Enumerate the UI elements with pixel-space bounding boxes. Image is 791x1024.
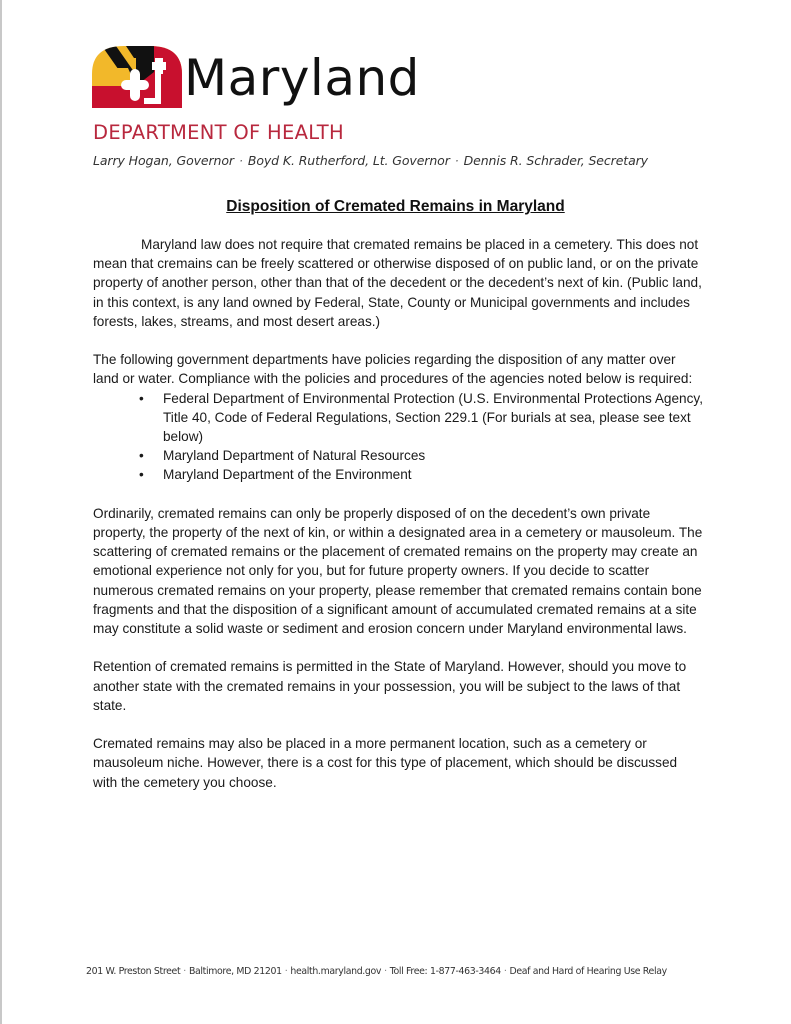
- bullet-icon: •: [139, 390, 144, 406]
- paragraph-private-property: Ordinarily, cremated remains can only be properly disposed of on the decedent’s own private property, the property of the next of kin, or within a designated area in a cemetery or mausoleum. The scattering of cremated remains or the placement of cremated remains on the property may create an emotional experience not only for you, but for future property owners. If you decide to scatter numerous cremated remains on your property, please remember that cremated remains contain bone fragments and that the disposition of a significant amount of accumulated cremated remains at a site may constitute a solid waste or sediment and erosion concern under Maryland environmental laws.: [93, 505, 703, 637]
- separator: ·: [284, 966, 288, 977]
- official-governor: Larry Hogan, Governor: [93, 153, 234, 168]
- official-lt-governor: Boyd K. Rutherford, Lt. Governor: [247, 153, 450, 168]
- page-edge: [0, 0, 2, 1024]
- officials-line: [93, 153, 693, 169]
- separator: ·: [503, 966, 507, 977]
- department-name: DEPARTMENT OF HEALTH: [93, 121, 344, 144]
- footer-city: Baltimore, MD 21201: [188, 966, 282, 977]
- paragraph-retention: Retention of cremated remains is permitted in the State of Maryland. However, should you move to another state with the cremated remains in your possession, you will be subject to the laws of that state.: [93, 659, 687, 713]
- paragraph-agencies-intro: The following government departments have policies regarding the disposition of any matter over land or water. Compliance with the policies and procedures of the agencies noted below is required:: [93, 352, 693, 387]
- maryland-flag-icon: [92, 46, 182, 108]
- separator: ·: [454, 153, 459, 168]
- logo-wordmark: Maryland: [184, 49, 420, 107]
- footer-website-link[interactable]: health.maryland.gov: [290, 966, 382, 977]
- footer-address: 201 W. Preston Street: [86, 966, 181, 977]
- separator: ·: [238, 153, 243, 168]
- paragraph-permanent-location: Cremated remains may also be placed in a more permanent location, such as a cemetery or mausoleum niche. However, there is a cost for this type of placement, which should be discussed with the cemetery you choose.: [93, 736, 678, 790]
- agency-list-item: • Federal Department of Environmental Protection (U.S. Environmental Protections Agency, Title 40, Code of Federal Regulations, Section 229.1 (For burials at sea, please see text below): [139, 390, 703, 445]
- bullet-icon: •: [139, 448, 144, 464]
- footer-relay: Deaf and Hard of Hearing Use Relay: [509, 966, 667, 977]
- footer-contact: [86, 966, 706, 978]
- agency-list-item: • Maryland Department of Natural Resources: [163, 446, 705, 465]
- separator: ·: [384, 966, 387, 977]
- footer-toll-free: Toll Free: 1-877-463-3464: [389, 966, 501, 977]
- agency-list: [93, 389, 705, 485]
- document-title: Disposition of Cremated Remains in Maryland: [226, 198, 565, 215]
- agency-list-item: • Maryland Department of the Environment: [163, 465, 705, 484]
- maryland-health-logo: [92, 46, 452, 116]
- bullet-icon: •: [139, 467, 144, 483]
- official-secretary: Dennis R. Schrader, Secretary: [463, 153, 648, 168]
- document-body: [93, 235, 705, 811]
- separator: ·: [183, 966, 186, 977]
- paragraph-public-land: Maryland law does not require that cremated remains be placed in a cemetery. This does not mean that cremains can be freely scattered or otherwise disposed of on public land, or on the private property of another person, other than that of the decedent or the decedent’s next of kin. (Public land, in this context, is any land owned by Federal, State, County or Municipal governments and includes forests, lakes, streams, and most desert areas.): [93, 237, 702, 329]
